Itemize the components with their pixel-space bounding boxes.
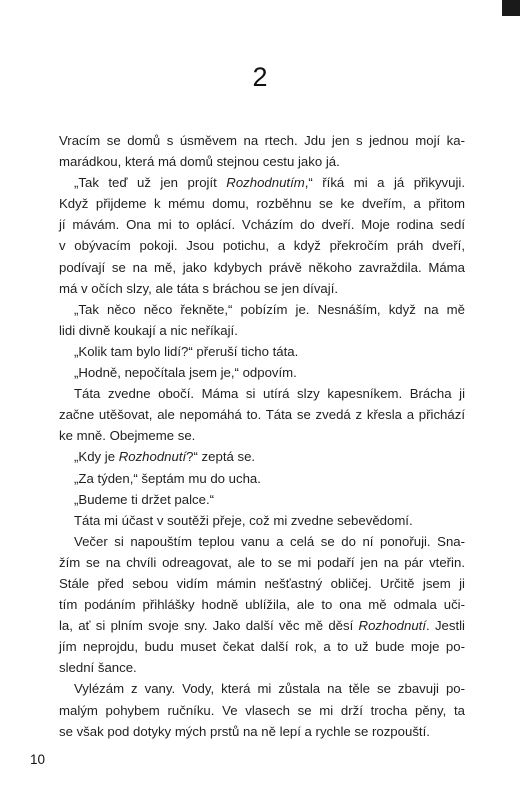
page-number: 10: [30, 752, 46, 767]
text-segment: „Tak teď už jen projít: [74, 175, 227, 191]
text-line: [59, 657, 465, 678]
text-line: [59, 510, 465, 531]
italic-text-segment: Rozhodnutí: [118, 449, 187, 465]
text-segment: „Budeme ti držet palce.“: [74, 491, 214, 507]
text-segment: v obývacím pokoji. Jsou potichu, a když překročím práh dveří,: [59, 238, 465, 254]
text-line: [59, 383, 465, 404]
text-segment: Stále před sebou vidím mámin nešťastný obličej. Určitě jsem ji: [59, 575, 465, 591]
text-segment: podívají se na mě, jako kdybych právě někoho zavraždila. Máma: [59, 259, 465, 275]
chapter-body-text: [59, 130, 465, 742]
text-line: [59, 615, 465, 636]
text-line: [59, 446, 465, 467]
text-segment: malým pohybem ručníku. Ve vlasech se mi drží trocha pěny, ta: [59, 702, 465, 718]
text-line: [59, 678, 465, 699]
text-segment: „Kolik tam bylo lidí?“ přeruší ticho táta.: [74, 343, 299, 359]
text-segment: lidi divně koukají a nic neříkají.: [59, 322, 238, 338]
text-line: [59, 531, 465, 552]
text-line: [59, 425, 465, 446]
text-line: [59, 594, 465, 615]
text-line: [59, 130, 465, 151]
text-line: [59, 299, 465, 320]
text-segment: ?“ zeptá se.: [186, 449, 256, 465]
text-segment: Večer si napouštím teplou vanu a celá se do ní ponořuji. Sna-: [74, 533, 465, 549]
text-line: [59, 362, 465, 383]
text-line: [59, 573, 465, 594]
text-segment: Když přijdeme k mému domu, rozběhnu se ke dveřím, a přitom: [59, 196, 465, 212]
text-segment: . Jestli: [426, 618, 465, 634]
text-segment: má v očích slzy, ale táta s bráchou se jen dívají.: [59, 280, 339, 296]
text-line: [59, 278, 465, 299]
text-segment: se však pod dotyky mých prstů na ně lepí a rychle se rozpouští.: [59, 723, 430, 739]
text-segment: Vylézám z vany. Vody, která mi zůstala na těle se zbavuji po-: [74, 681, 465, 697]
text-line: [59, 341, 465, 362]
text-line: [59, 489, 465, 510]
italic-text-segment: Rozhodnutí: [358, 618, 426, 634]
text-segment: „Kdy je: [74, 449, 119, 465]
text-segment: začne utěšovat, ale nepomáhá to. Táta se zvedá z křesla a přichází: [59, 407, 465, 423]
text-line: [59, 214, 465, 235]
text-line: [59, 151, 465, 172]
text-segment: Táta mi účast v soutěži přeje, což mi zvedne sebevědomí.: [74, 512, 413, 528]
corner-mark: [502, 0, 520, 16]
text-line: [59, 468, 465, 489]
text-segment: slední šance.: [59, 660, 137, 676]
text-line: [59, 172, 465, 193]
text-segment: „Hodně, nepočítala jsem je,“ odpovím.: [74, 365, 297, 381]
italic-text-segment: Rozhodnutím: [226, 175, 305, 191]
text-line: [59, 257, 465, 278]
text-line: [59, 404, 465, 425]
chapter-number: 2: [252, 62, 268, 92]
text-line: [59, 700, 465, 721]
text-segment: la, ať si plním svoje sny. Jako další věc mě děsí: [59, 618, 359, 634]
text-segment: Vracím se domů s úsměvem na rtech. Jdu jen s jednou mojí ka-: [59, 133, 465, 148]
text-segment: ,“ říká mi a já přikyvuji.: [304, 175, 466, 191]
text-line: [59, 235, 465, 256]
text-segment: jím neprojdu, budu muset čekat další rok, a to už bude moje po-: [59, 639, 465, 655]
text-segment: jí mávám. Ona mi to oplácí. Vcházím do dveří. Moje rodina sedí: [59, 217, 465, 233]
text-segment: „Za týden,“ šeptám mu do ucha.: [74, 470, 261, 486]
text-line: [59, 193, 465, 214]
text-line: [59, 721, 465, 742]
text-line: [59, 320, 465, 341]
text-segment: „Tak něco něco řekněte,“ pobízím je. Nesnáším, když na mě: [74, 301, 465, 317]
text-segment: ke mně. Obejmeme se.: [59, 428, 196, 444]
text-segment: tím podáním přihlášky hodně ublížila, ale to ona mě odmala uči-: [59, 597, 465, 613]
text-line: [59, 552, 465, 573]
text-line: [59, 636, 465, 657]
text-segment: marádkou, která má domů stejnou cestu jako já.: [59, 154, 340, 170]
text-segment: Táta zvedne obočí. Máma si utírá slzy kapesníkem. Brácha ji: [74, 386, 465, 402]
text-segment: žím se na chvíli odreagovat, ale to se mi podaří jen na pár vteřin.: [59, 554, 465, 570]
